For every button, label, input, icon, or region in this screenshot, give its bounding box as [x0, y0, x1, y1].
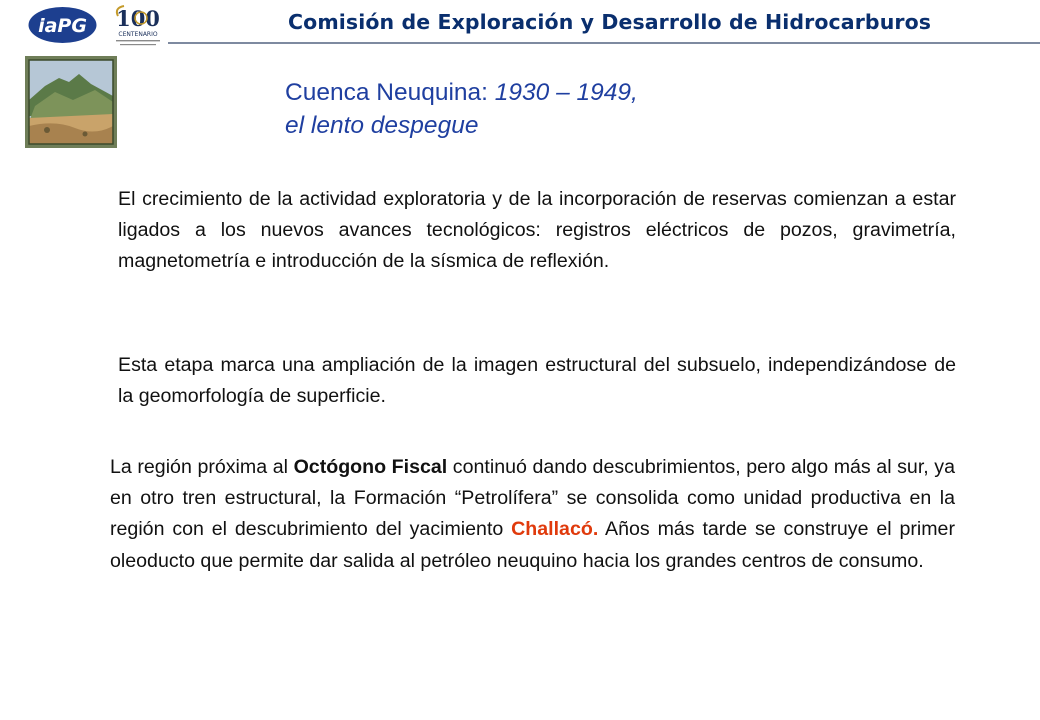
centenario-logo	[110, 2, 166, 50]
paragraph-3	[110, 452, 955, 577]
paragraph-3-text-e: Años más tarde se construye el primer oleoducto que permite dar salida al petróleo neuquino hacia los grandes centros de consumo.	[110, 518, 955, 572]
header-divider	[168, 42, 1040, 44]
landscape-painting	[25, 56, 117, 148]
challaco-highlight: Challacó.	[511, 518, 599, 541]
svg-text:CENTENARIO: CENTENARIO	[118, 31, 158, 38]
slide-subtitle: el lento despegue	[285, 112, 479, 139]
octogono-fiscal-highlight: Octógono Fiscal	[293, 456, 448, 478]
paragraph-2: Esta etapa marca una ampliación de la imagen estructural del subsuelo, independizándose de la geomorfología de superficie.	[118, 354, 956, 408]
organization-title: Comisión de Exploración y Desarrollo de Hidrocarburos	[288, 10, 932, 34]
slide-title	[285, 76, 638, 142]
paragraph-1: El crecimiento de la actividad exploratoria y de la incorporación de reservas comienzan a estar ligados a los nuevos avances tecnológicos: registros eléctricos de pozos, gravimetría, magnetometría e introducción de la sísmica de reflexión.	[118, 188, 956, 273]
paragraph-3-text-a: La región próxima al	[110, 456, 294, 478]
svg-text:iaPG: iaPG	[38, 15, 87, 37]
paragraph-3-text-c: continuó dando descubrimientos, pero algo más al sur, ya en otro tren estructural, la Formación “Petrolífera” se consolida como unidad productiva en la región con el descubrimiento del yacimiento	[110, 456, 955, 541]
svg-text:100: 100	[116, 6, 160, 31]
iapg-logo	[27, 6, 98, 44]
slide-title-prefix: Cuenca Neuquina:	[285, 79, 495, 106]
slide-title-years: 1930 – 1949,	[494, 79, 638, 106]
